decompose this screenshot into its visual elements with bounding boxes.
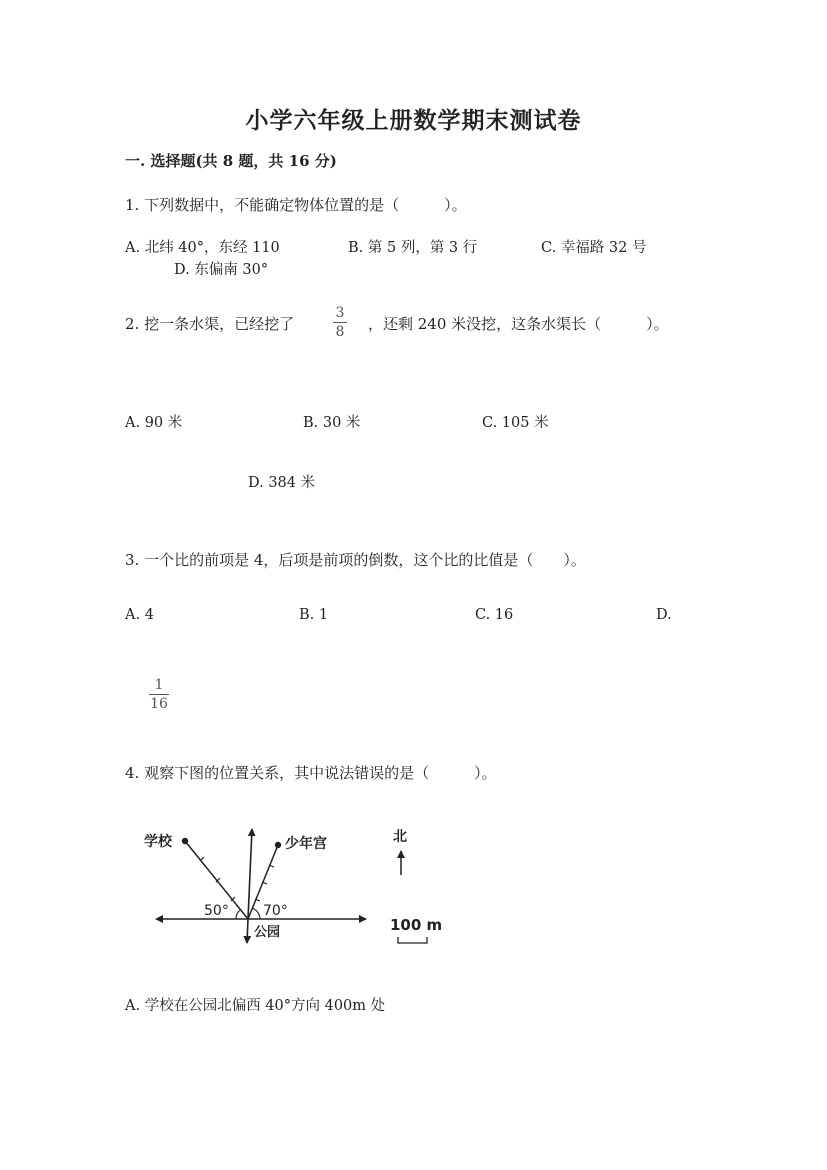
angle-left-label: 50° [204,903,229,919]
question-3-stem: 3. 一个比的前项是 4，后项是前项的倒数，这个比的比值是（ ）。 [125,551,586,569]
q2-option-d: D. 384 米 [248,475,316,491]
palace-point [275,842,281,848]
north-label: 北 [393,829,407,845]
q3-fraction-denominator: 16 [150,696,168,712]
q3-option-a: A. 4 [125,607,154,623]
question-4-stem: 4. 观察下图的位置关系，其中说法错误的是（ ）。 [125,764,497,782]
q1-option-c: C. 幸福路 32 号 [541,240,647,256]
question-2-stem-before: 2. 挖一条水渠，已经挖了 [125,315,295,333]
q1-option-a: A. 北纬 40°，东经 110 [125,240,280,256]
page-title: 小学六年级上册数学期末测试卷 [245,107,582,134]
q2-option-b: B. 30 米 [303,415,361,431]
q2-fraction [333,305,347,340]
q3-fraction [149,677,169,712]
school-label: 学校 [144,834,172,850]
position-diagram [140,815,460,955]
q1-option-b: B. 第 5 列，第 3 行 [348,240,478,256]
q2-option-a: A. 90 米 [125,415,183,431]
q1-option-d: D. 东偏南 30° [174,262,269,278]
scale-bar [398,937,427,943]
q3-fraction-numerator: 1 [154,677,164,693]
q3-option-c: C. 16 [475,607,514,623]
q2-fraction-denominator: 8 [335,324,345,340]
palace-label: 少年宫 [285,836,327,852]
q2-option-c: C. 105 米 [482,415,549,431]
q2-fraction-numerator: 3 [335,305,345,321]
park-label: 公园 [254,925,281,940]
q2-fraction-bar [333,322,347,323]
question-2-stem-after: ，还剩 240 米没挖，这条水渠长（ ）。 [368,315,669,333]
question-1-stem: 1. 下列数据中，不能确定物体位置的是（ ）。 [125,196,467,214]
south-axis [247,919,248,943]
school-point [182,838,188,844]
section-heading: 一. 选择题(共 8 题，共 16 分) [125,152,337,170]
q4-option-a: A. 学校在公园北偏西 40°方向 400m 处 [125,998,386,1014]
angle-right-label: 70° [263,903,288,919]
north-axis [248,829,252,919]
q3-fraction-bar [149,694,169,695]
q3-option-d: D. [656,607,672,623]
q3-option-b: B. 1 [299,607,329,623]
scale-label: 100 m [390,916,443,934]
